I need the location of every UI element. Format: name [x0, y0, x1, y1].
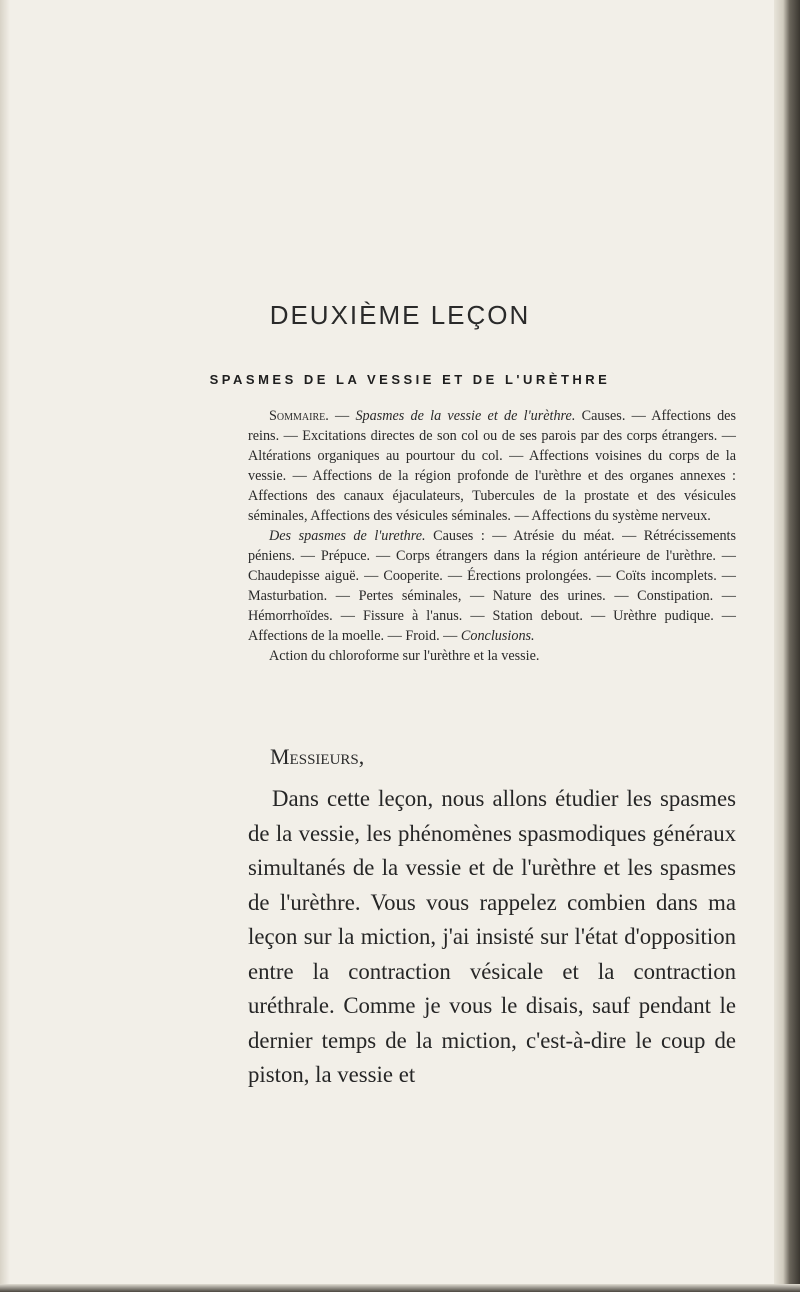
summary-closing-line: Action du chloroforme sur l'urèthre et la vessie.: [269, 648, 540, 664]
body-paragraph: Dans cette leçon, nous allons étudier les spasmes de la vessie, les phénomènes spasmodiques généraux simultanés de la vessie et de l'urèthre et les spasmes de l'urèthre. Vous vous rappelez combien dans ma leçon sur la miction, j'ai insisté sur l'état d'opposition entre la contraction vésicale et la contraction uréthrale. Comme je vous le disais, sauf pendant le dernier temps de la miction, c'est-à-dire le coup de piston, la vessie et: [248, 786, 736, 1087]
lesson-title: DEUXIÈME LEÇON: [269, 300, 531, 330]
salutation: Messieurs,: [270, 744, 365, 769]
page-left-shadow: [0, 0, 10, 1292]
summary-conclusions: Conclusions.: [460, 628, 535, 644]
page-bottom-edge: [0, 1284, 800, 1292]
summary-part2-title: Des spasmes de l'urethre.: [269, 528, 426, 544]
lesson-subject: SPASMES DE LA VESSIE ET DE L'URÈTHRE: [209, 372, 611, 387]
summary-paragraph-2: [248, 526, 736, 646]
summary-part1-text: Causes. — Affections des reins. — Excitations directes de son col ou de ses parois par des corps étrangers. — Altérations organiques au pourtour du col. — Affections voisines du corps de la vessie. — Affections de la région profonde de l'urèthre et des organes annexes : Affections des canaux éjaculateurs, Tubercules de la prostate et des vésicules séminales, Affections des vésicules séminales. — Affections du système nerveux.: [248, 408, 737, 524]
summary-part2-text: Causes : — Atrésie du méat. — Rétrécissements péniens. — Prépuce. — Corps étrangers dans la région antérieure de l'urèthre. — Chaudepisse aiguë. — Cooperite. — Érections prolongées. — Coïts incomplets. — Masturbation. — Pertes séminales, — Nature des urines. — Constipation. — Hémorrhoïdes. — Fissure à l'anus. — Station debout. — Urèthre pudique. — Affections de la moelle. — Froid. —: [248, 528, 737, 644]
summary-part1-title: Spasmes de la vessie et de l'urèthre.: [355, 408, 576, 424]
summary-label: Sommaire.: [269, 408, 329, 424]
body-section: [248, 782, 736, 1093]
page-binding-edge: [774, 0, 800, 1292]
summary-section: [248, 406, 736, 666]
summary-paragraph-1: Sommaire. — Spasmes de la vessie et de l'urèthre. Causes. — Affections des reins. — Excitations directes de son col ou de ses parois par des corps étrangers. — Altérations organiques au pourtour du col. — Affections voisines du corps de la vessie. — Affections de la région profonde de l'urèthre et des organes annexes : Affections des canaux éjaculateurs, Tubercules de la prostate et des vésicules séminales, Affections des vésicules séminales. — Affections du système nerveux.: [248, 408, 737, 524]
